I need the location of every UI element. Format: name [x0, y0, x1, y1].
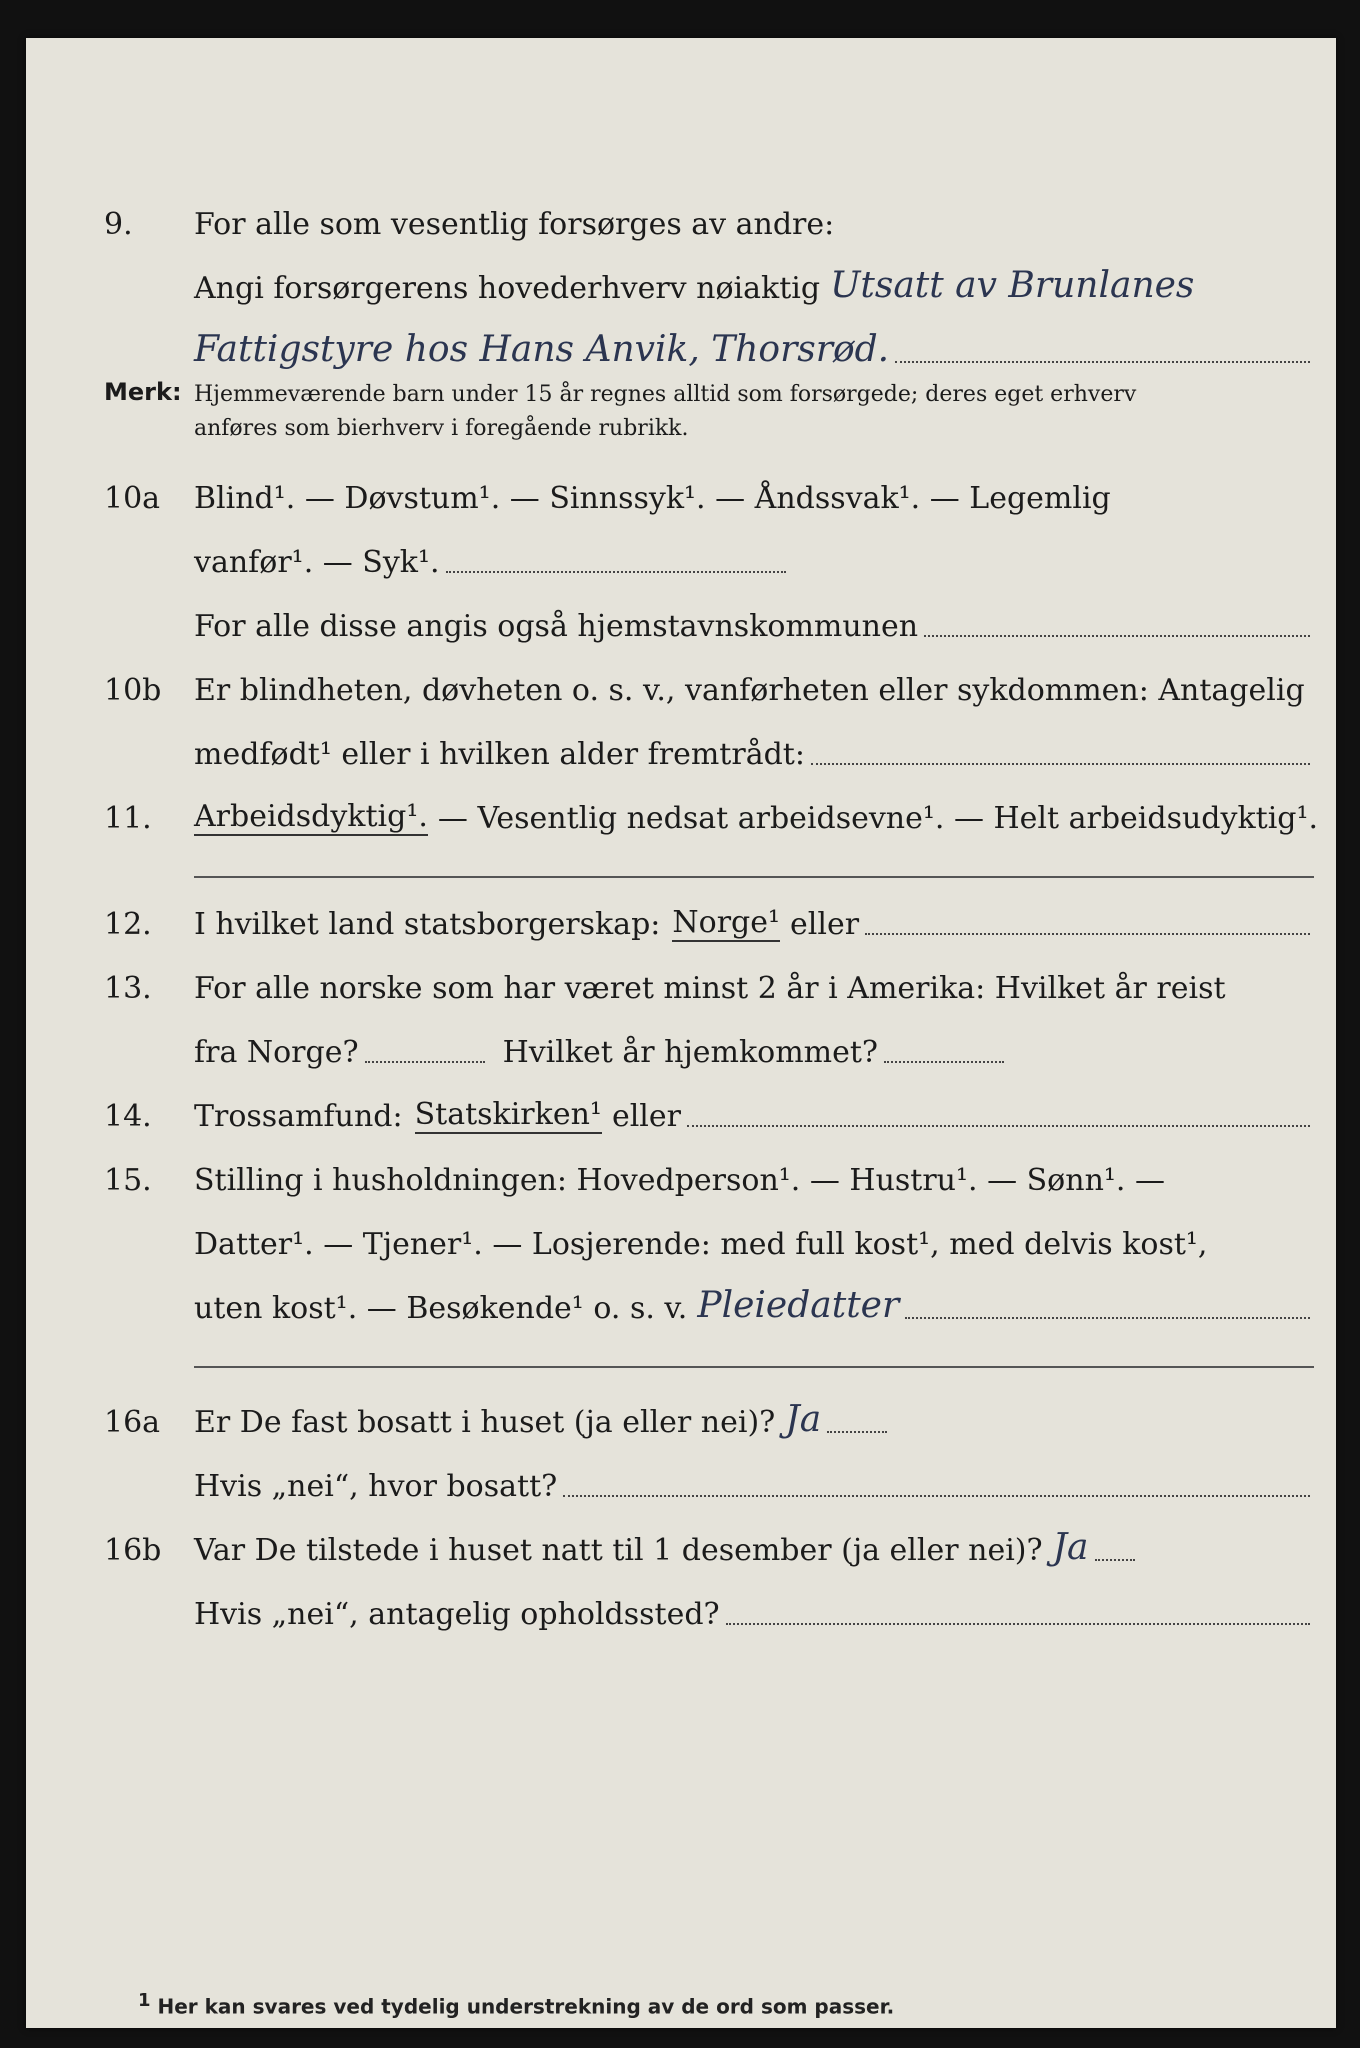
- q16a-where-line[interactable]: [563, 1494, 1310, 1497]
- q15-options-3: uten kost¹. — Besøkende¹ o. s. v.: [194, 1291, 688, 1326]
- q12-question: I hvilket land statsborgerskap:: [194, 907, 661, 942]
- q13-question: For alle norske som har været minst 2 år i Amerika: Hvilket år reist: [194, 971, 1226, 1006]
- merk-note: [104, 378, 1314, 446]
- q15-row-3: [104, 1262, 1314, 1326]
- q12-row: [104, 878, 1314, 942]
- q14-question: Trossamfund:: [194, 1099, 403, 1134]
- q10b-row-2: [104, 708, 1314, 772]
- q9-handwritten-answer-2[interactable]: Fattigstyre hos Hans Anvik, Thorsrød.: [194, 329, 890, 370]
- q14-number: 14.: [104, 1099, 152, 1134]
- q16a-number: 16a: [104, 1405, 161, 1440]
- q9-question: For alle som vesentlig forsørges av andre:: [194, 207, 835, 242]
- q12-eller: eller: [790, 907, 860, 942]
- q14-row: [104, 1070, 1314, 1134]
- q16b-handwritten-answer[interactable]: Ja: [1052, 1527, 1089, 1568]
- footnote-text: Her kan svares ved tydelig understrekning av de ord som passer.: [157, 1994, 895, 2019]
- q16a-answer-line: [827, 1430, 887, 1433]
- q10a-answer-line[interactable]: [446, 570, 786, 573]
- q10a-number: 10a: [104, 481, 161, 516]
- q16a-where-prompt: Hvis „nei“, hvor bosatt?: [194, 1469, 558, 1504]
- footnote: [138, 1990, 894, 2019]
- q13-left-norway-prompt: fra Norge?: [194, 1035, 359, 1070]
- q16b-where-line[interactable]: [726, 1622, 1310, 1625]
- q12-option-norge[interactable]: Norge¹: [672, 905, 781, 940]
- q11-number: 11.: [104, 801, 152, 836]
- q9-number: 9.: [104, 207, 133, 242]
- q13-row-2: [104, 1006, 1314, 1070]
- q15-blank-line: [194, 1326, 1314, 1368]
- q13-row-1: [104, 942, 1314, 1006]
- q13-returned-prompt: Hvilket år hjemkommet?: [502, 1035, 879, 1070]
- q16a-row-2: [104, 1440, 1314, 1504]
- q10b-number: 10b: [104, 673, 162, 708]
- q16b-question: Var De tilstede i huset natt til 1 desember (ja eller nei)?: [194, 1533, 1043, 1568]
- form-body: [104, 178, 1319, 1632]
- q10a-hometown-prompt: For alle disse angis også hjemstavnskommunen: [194, 609, 919, 644]
- q11-option-arbeidsdyktig[interactable]: Arbeidsdyktig¹.: [194, 799, 428, 834]
- q15-options-2: Datter¹. — Tjener¹. — Losjerende: med full kost¹, med delvis kost¹,: [194, 1227, 1208, 1262]
- merk-label: Merk:: [104, 378, 182, 406]
- merk-line-1: Hjemmeværende barn under 15 år regnes alltid som forsørgede; deres eget erhverv: [194, 382, 1137, 407]
- q13-left-norway-line[interactable]: [365, 1060, 485, 1063]
- q12-answer-line[interactable]: [865, 932, 1310, 935]
- q13-returned-line[interactable]: [884, 1060, 1004, 1063]
- q10b-question: Er blindheten, døvheten o. s. v., vanførheten eller sykdommen: Antagelig: [194, 673, 1305, 708]
- q15-row-2: [104, 1198, 1314, 1262]
- q9-answer-line: [895, 360, 1310, 363]
- q9-row-3: [104, 306, 1314, 370]
- q14-option-statskirken[interactable]: Statskirken¹: [414, 1097, 602, 1132]
- q16b-row-1: [104, 1504, 1314, 1568]
- q14-eller: eller: [611, 1099, 681, 1134]
- q16a-handwritten-answer[interactable]: Ja: [785, 1399, 822, 1440]
- q15-options-1: Stilling i husholdningen: Hovedperson¹. — Hustru¹. — Sønn¹. —: [194, 1163, 1165, 1198]
- q16b-answer-line: [1095, 1558, 1135, 1561]
- q12-number: 12.: [104, 907, 152, 942]
- q15-row-1: [104, 1134, 1314, 1198]
- q15-handwritten-answer[interactable]: Pleiedatter: [697, 1285, 900, 1326]
- q9-row-1: [104, 178, 1314, 242]
- q16b-row-2: [104, 1568, 1314, 1632]
- q15-number: 15.: [104, 1163, 152, 1198]
- q16a-row-1: [104, 1376, 1314, 1440]
- q9-row-2: [104, 242, 1314, 306]
- q9-prompt: Angi forsørgerens hovederhverv nøiaktig: [194, 271, 821, 306]
- q10b-row-1: [104, 644, 1314, 708]
- q14-answer-line[interactable]: [687, 1124, 1310, 1127]
- q10a-row-3: [104, 580, 1314, 644]
- q10a-row-1: [104, 452, 1314, 516]
- merk-line-2: anføres som bierhverv i foregående rubrikk.: [194, 416, 689, 441]
- footnote-mark: 1: [138, 1990, 151, 2011]
- q9-handwritten-answer-1[interactable]: Utsatt av Brunlanes: [830, 265, 1195, 306]
- q10b-prompt: medfødt¹ eller i hvilken alder fremtrådt:: [194, 737, 805, 772]
- q10b-answer-line[interactable]: [811, 762, 1310, 765]
- q10a-hometown-line[interactable]: [924, 634, 1310, 637]
- q11-other-options: — Vesentlig nedsat arbeidsevne¹. — Helt arbeidsudyktig¹.: [437, 801, 1319, 836]
- q16a-question: Er De fast bosatt i huset (ja eller nei)?: [194, 1405, 776, 1440]
- q15-answer-line: [905, 1316, 1310, 1319]
- q16b-where-prompt: Hvis „nei“, antagelig opholdssted?: [194, 1597, 720, 1632]
- q11-blank-line: [194, 836, 1314, 878]
- q16b-number: 16b: [104, 1533, 162, 1568]
- q10a-options-2: vanfør¹. — Syk¹.: [194, 545, 440, 580]
- q11-row: [104, 772, 1319, 836]
- q13-number: 13.: [104, 971, 152, 1006]
- q10a-options: Blind¹. — Døvstum¹. — Sinnssyk¹. — Åndssvak¹. — Legemlig: [194, 481, 1111, 516]
- census-form-page: [26, 38, 1336, 2028]
- q10a-row-2: [104, 516, 1314, 580]
